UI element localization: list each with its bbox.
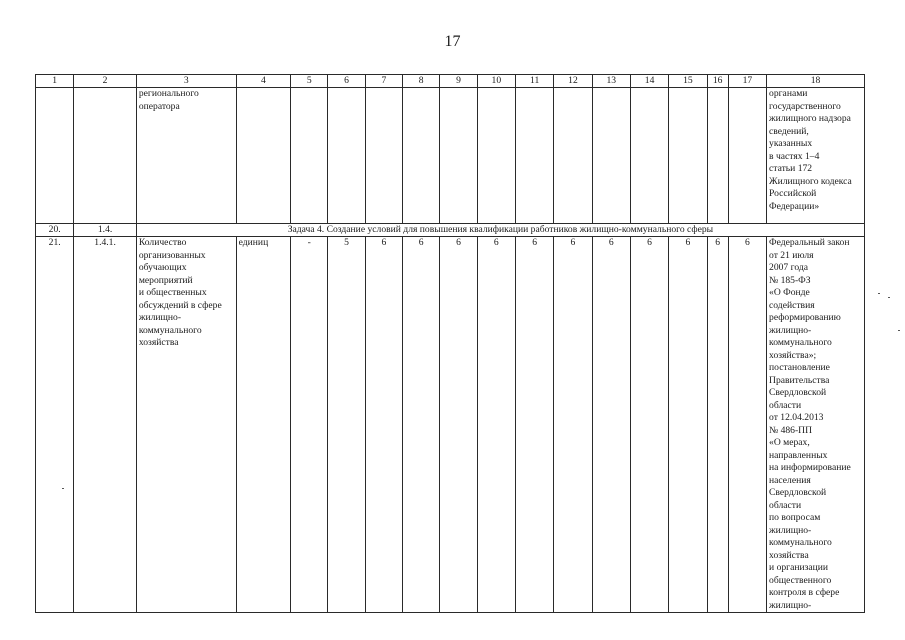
value-cell: 6	[554, 237, 592, 613]
table-cell	[707, 88, 728, 224]
table-cell	[291, 88, 328, 224]
table-cell	[74, 88, 137, 224]
value-cell: 6	[515, 237, 553, 613]
value-cell: 6	[403, 237, 440, 613]
indicator-name-cell: регионального оператора	[136, 88, 236, 224]
value-cell: 6	[630, 237, 668, 613]
header-cell: 13	[592, 75, 630, 88]
value-cell: -	[291, 237, 328, 613]
task-title: Задача 4. Создание условий для повышения квалификации работников жилищно-коммунального сферы	[136, 224, 864, 237]
table-cell	[554, 88, 592, 224]
source-cell: органами государственного жилищного надзора сведений, указанных в частях 1–4 статьи 172 Жилищного кодекса Российской Федерации»	[767, 88, 865, 224]
value-cell: 6	[592, 237, 630, 613]
table-cell	[440, 88, 477, 224]
indicators-table	[35, 74, 865, 613]
value-cell: 6	[440, 237, 477, 613]
header-cell: 18	[767, 75, 865, 88]
table-cell	[403, 88, 440, 224]
scan-speck	[888, 297, 890, 298]
value-cell: 6	[669, 237, 707, 613]
table-cell	[630, 88, 668, 224]
row-code: 1.4.1.	[74, 237, 137, 613]
header-cell: 1	[36, 75, 74, 88]
table-cell	[728, 88, 766, 224]
page-number: 17	[444, 33, 461, 50]
header-cell: 4	[236, 75, 290, 88]
header-cell: 10	[477, 75, 515, 88]
table-cell	[592, 88, 630, 224]
header-cell: 7	[365, 75, 402, 88]
table-cell	[36, 88, 74, 224]
table-cell	[515, 88, 553, 224]
scan-speck	[898, 330, 900, 331]
value-cell: 6	[477, 237, 515, 613]
table-cell	[236, 88, 290, 224]
row-number: 21.	[36, 237, 74, 613]
value-cell: 6	[728, 237, 766, 613]
value-cell: 6	[365, 237, 402, 613]
table-row-continued	[36, 88, 865, 224]
table-cell	[365, 88, 402, 224]
table-row-21	[36, 237, 865, 613]
scan-speck	[62, 488, 64, 489]
header-cell: 9	[440, 75, 477, 88]
table-cell	[328, 88, 365, 224]
header-cell: 15	[669, 75, 707, 88]
header-cell: 17	[728, 75, 766, 88]
unit-cell: единиц	[236, 237, 290, 613]
header-cell: 8	[403, 75, 440, 88]
table-cell	[477, 88, 515, 224]
header-row	[36, 75, 865, 88]
indicator-name-cell: Количество организованных обучающих мероприятий и общественных обсуждений в сфере жилищно- коммунального хозяйства	[136, 237, 236, 613]
scan-speck	[878, 293, 880, 294]
header-cell: 14	[630, 75, 668, 88]
header-cell: 11	[515, 75, 553, 88]
header-cell: 6	[328, 75, 365, 88]
header-cell: 5	[291, 75, 328, 88]
header-cell: 3	[136, 75, 236, 88]
value-cell: 5	[328, 237, 365, 613]
source-cell: Федеральный закон от 21 июля 2007 года № 185-ФЗ «О Фонде содействия реформированию жилищно- коммунального хозяйства»; постановление Правительства Свердловской области от 12.04.2013 № 486-ПП «О мерах, направленных на информирование населения Свердловской области по вопросам жилищно- коммунального хозяйства и организации общественного контроля в сфере жилищно-	[767, 237, 865, 613]
task-row	[36, 224, 865, 237]
value-cell: 6	[707, 237, 728, 613]
header-cell: 16	[707, 75, 728, 88]
table-cell	[669, 88, 707, 224]
header-cell: 2	[74, 75, 137, 88]
row-number: 20.	[36, 224, 74, 237]
row-code: 1.4.	[74, 224, 137, 237]
header-cell: 12	[554, 75, 592, 88]
